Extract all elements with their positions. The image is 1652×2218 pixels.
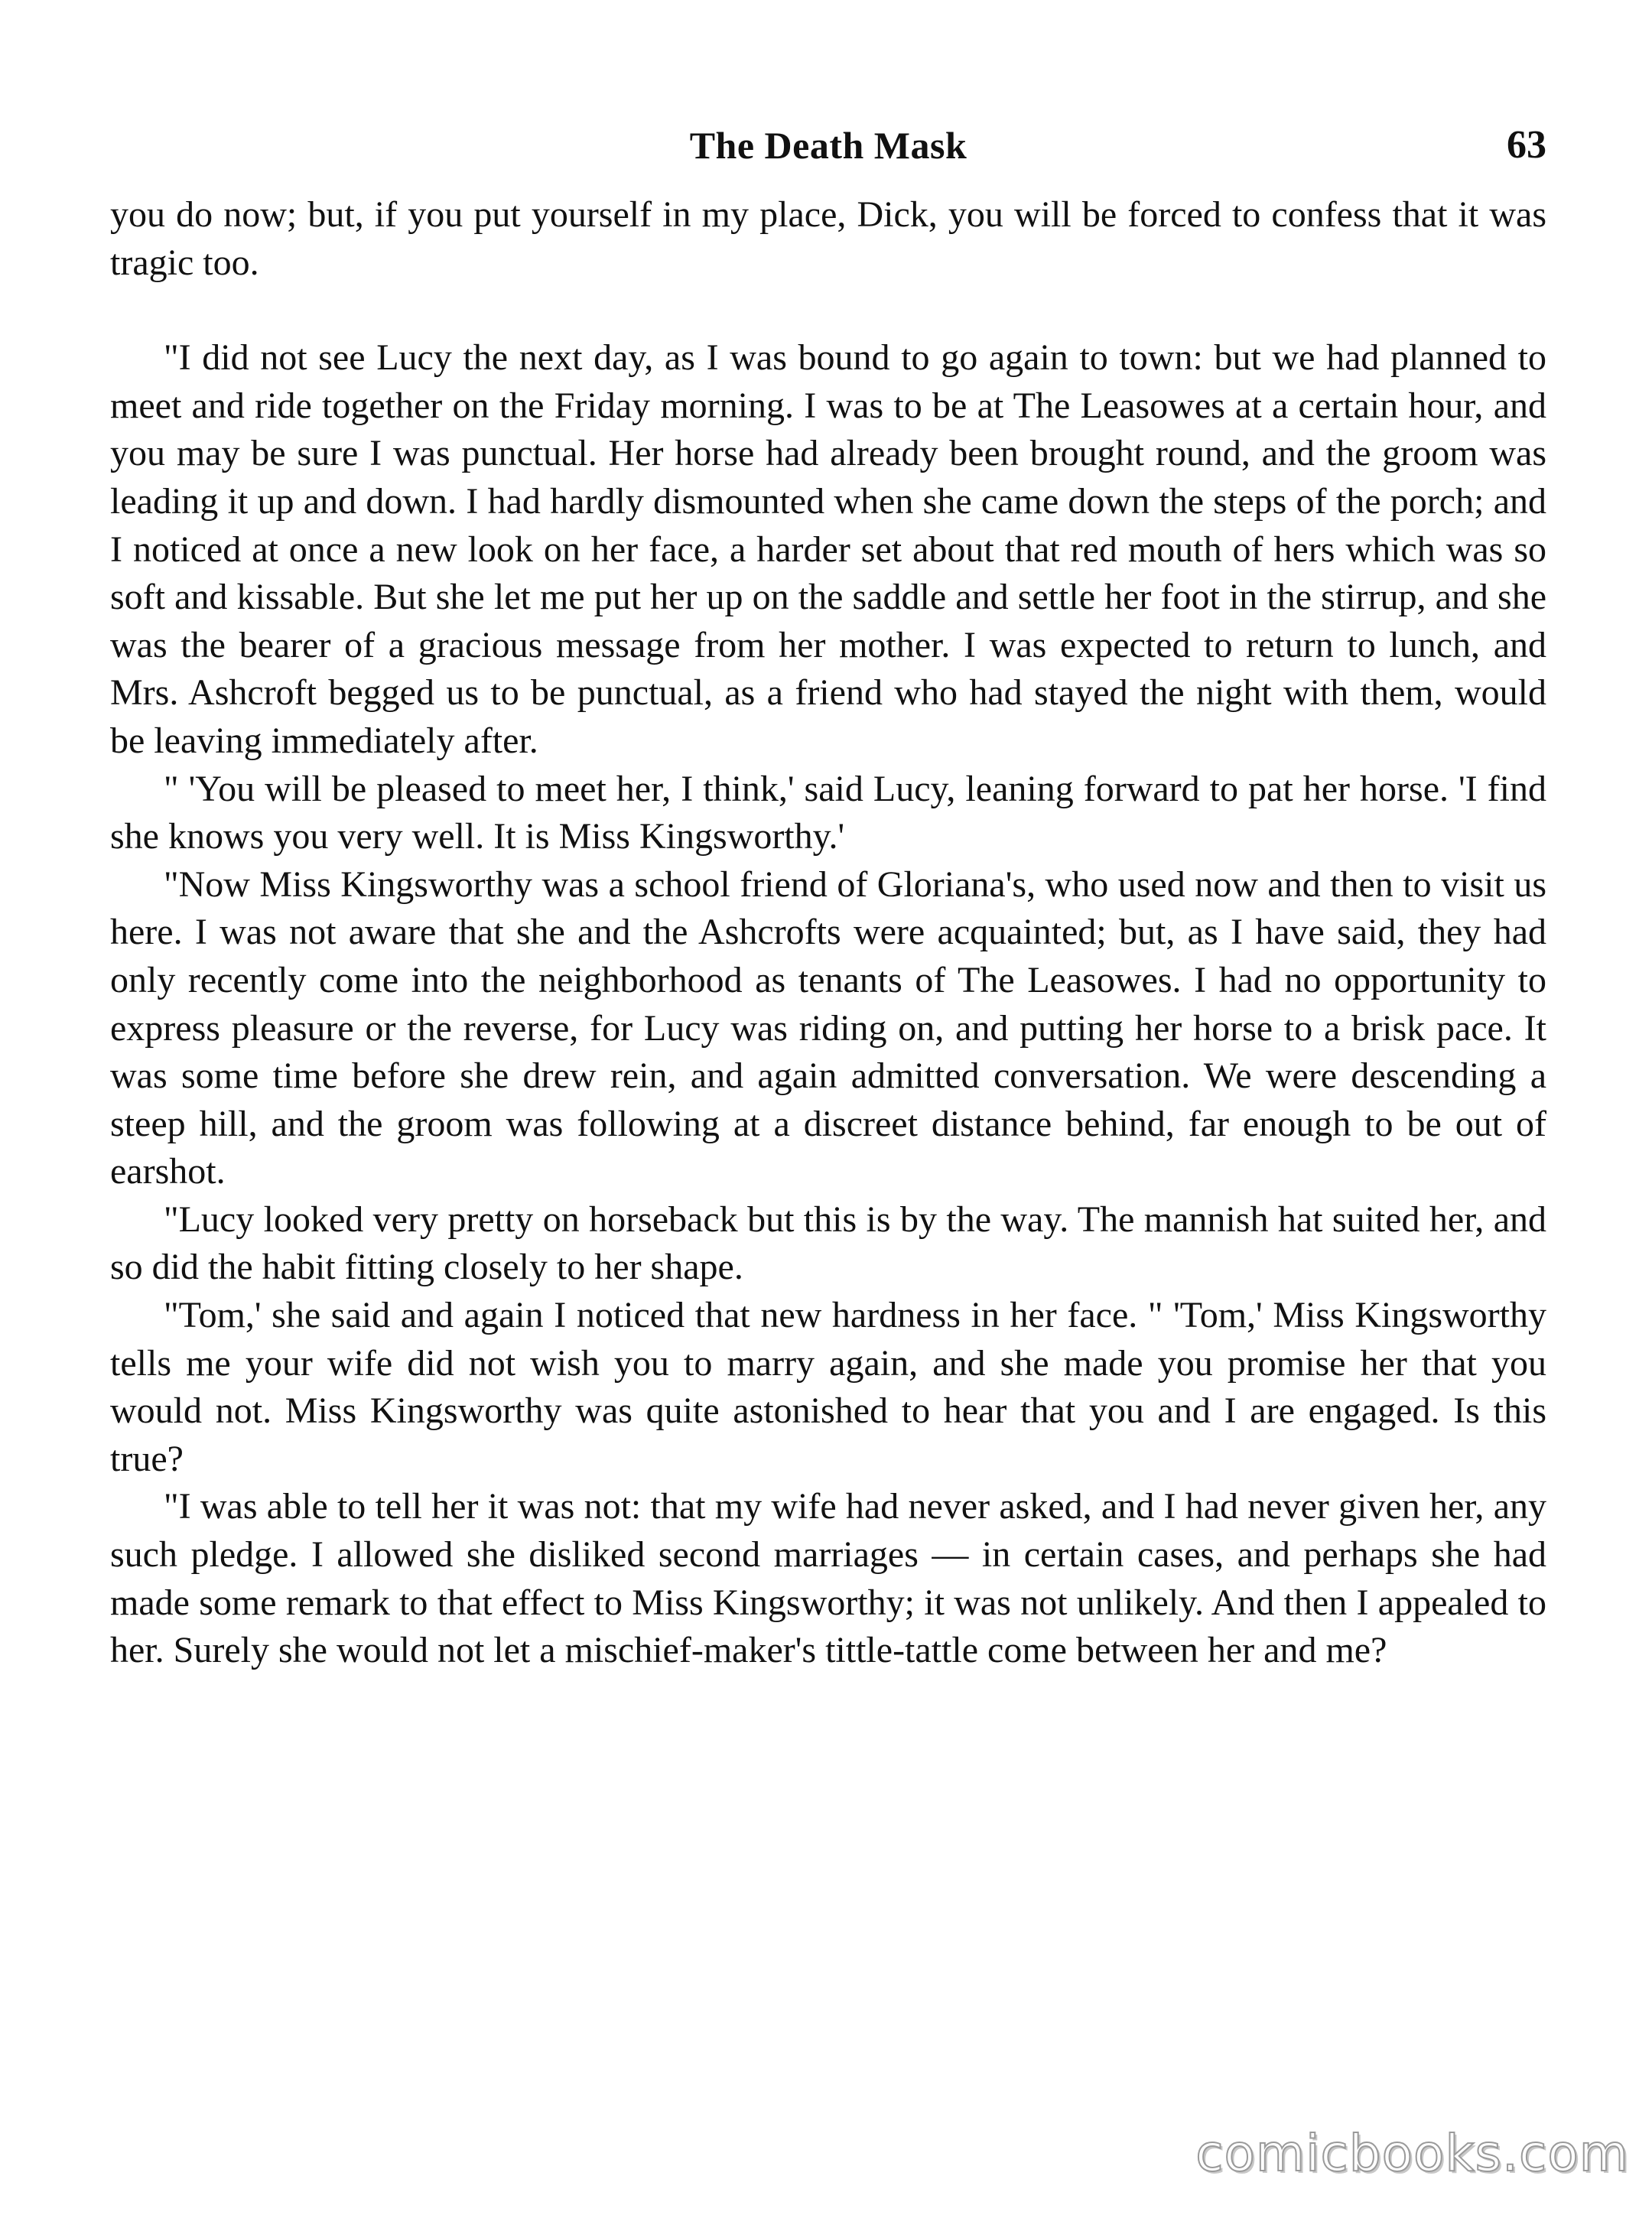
paragraph-continuation: you do now; but, if you put yourself in my place, Dick, you will be forced to confess that it was tragic too. bbox=[110, 194, 1546, 283]
paragraph: "Now Miss Kingsworthy was a school friend of Gloriana's, who used now and then to visit us here. I was not aware that she and the Ashcrofts were acquainted; but, as I have said, they had only recently come into the neighborhood as tenants of The Leasowes. I had no opportunity to express pleasure or the reverse, for Lucy was riding on, and putting her horse to a brisk pace. It was some time before she drew rein, and again admitted conversation. We were descending a steep hill, and the groom was following at a discreet distance behind, far enough to be out of earshot. bbox=[110, 863, 1546, 1192]
running-title: The Death Mask bbox=[689, 124, 967, 167]
paragraph: "I did not see Lucy the next day, as I was bound to go again to town: but we had planned to meet and ride together on the Friday morning. I was to be at The Leasowes at a certain hour, and you may be sure I was punctual. Her horse had already been brought round, and the groom was leading it up and down. I had hardly dismounted when she came down the steps of the porch; and I noticed at once a new look on her face, a harder set about that red mouth of hers which was so soft and kissable. But she let me put her up on the saddle and settle her foot in the stirrup, and she was the bearer of a gracious message from her mother. I was expected to return to lunch, and Mrs. Ashcroft begged us to be punctual, as a friend who had stayed the night with them, would be leaving immediately after. bbox=[110, 337, 1546, 761]
paragraph: "I was able to tell her it was not: that my wife had never asked, and I had never given her, any such pledge. I allowed she disliked second marriages — in certain cases, and perhaps she had made some remark to that effect to Miss Kingsworthy; it was not unlikely. And then I appealed to her. Surely she would not let a mischief-maker's tittle-tattle come between her and me? bbox=[110, 1486, 1546, 1671]
paragraph: "Tom,' she said and again I noticed that new hardness in her face. " 'Tom,' Miss Kingsworthy tells me your wife did not wish you to marry again, and she made you promise her that you would not. Miss Kingsworthy was quite astonished to hear that you and I are engaged. Is this true? bbox=[110, 1295, 1546, 1479]
watermark: comicbooks.com bbox=[1195, 2124, 1629, 2183]
paragraph: " 'You will be pleased to meet her, I think,' said Lucy, leaning forward to pat her horse. 'I find she knows you very well. It is Miss Kingsworthy.' bbox=[110, 768, 1546, 857]
page-number: 63 bbox=[1507, 123, 1546, 167]
paragraph: "Lucy looked very pretty on horseback but this is by the way. The mannish hat suited her, and so did the habit fitting closely to her shape. bbox=[110, 1198, 1546, 1288]
running-head bbox=[110, 115, 1546, 176]
body-text bbox=[110, 191, 1546, 1675]
